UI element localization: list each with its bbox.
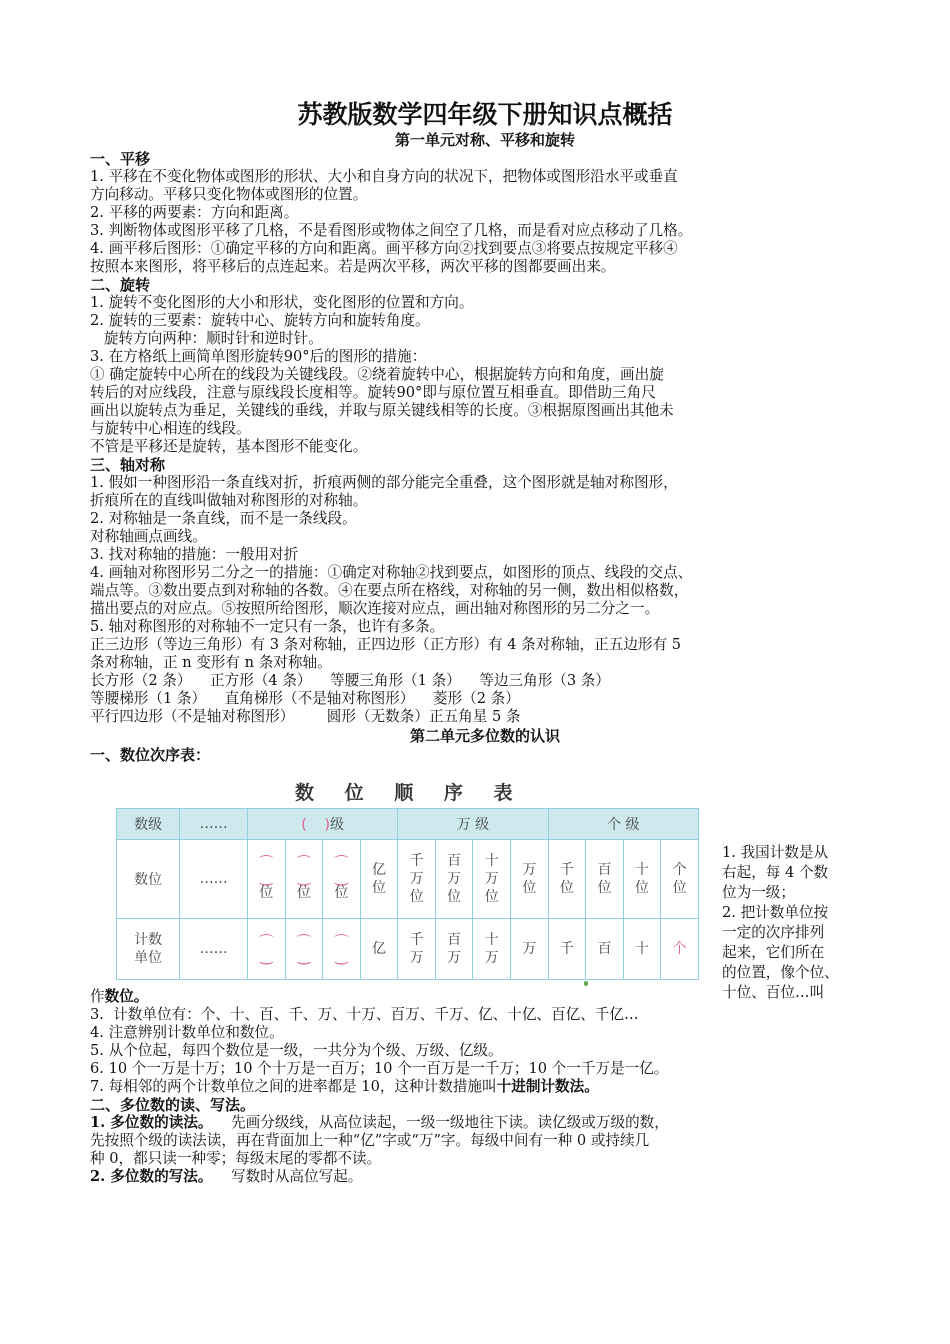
reading-rule-line: 1. 多位数的读法。 先画分级线，从高位读起，一级一级地往下读。读亿级或万级的数， <box>90 1114 669 1131</box>
section-heading-read-write: 二、多位数的读、写法。 <box>90 1096 256 1114</box>
side-note-line: 右起，每 4 个数 <box>722 864 829 881</box>
side-note-line: 位为一级； <box>722 884 795 901</box>
unit-cell: 十万 <box>473 919 511 980</box>
text-line: 与旋转中心相连的线段。 <box>90 420 251 437</box>
text-line: 3. 找对称轴的措施：一般用对折 <box>90 546 299 563</box>
place-cell: 百位 <box>586 840 624 919</box>
text-line: 端点等。③数出要点到对称轴的各数。④在要点所在格线，对称轴的另一侧，数出相似格数， <box>90 582 689 599</box>
text-line: 1. 平移在不变化物体或图形的形状、大小和自身方向的状况下，把物体或图形沿水平或垂直 <box>90 168 678 185</box>
text-line: 画出以旋转点为垂足，关键线的垂线，并取与原关键线相等的长度。③根据原图画出其他未 <box>90 402 674 419</box>
place-blank-1: ⌒ ‿ 位 <box>247 840 285 919</box>
side-note-line: 1. 我国计数是从 <box>722 844 829 861</box>
text-line: 先按照个级的读法读，再在背面加上一种“亿”字或“万”字。每级中间有一种 0 或持续几 <box>90 1132 650 1149</box>
section-heading-translation: 一、平移 <box>90 150 151 168</box>
unit-cell: 百万 <box>435 919 473 980</box>
table-row-place <box>117 840 699 919</box>
side-note-line: 2. 把计数单位按 <box>722 904 829 921</box>
table-title: 数 位 顺 序 表 <box>295 782 525 804</box>
place-cell: 十位 <box>623 840 661 919</box>
decimal-system-line: 7. 每相邻的两个计数单位之间的进率都是 10，这种计数措施叫十进制计数法。 <box>90 1078 599 1095</box>
side-note-line: 十位、百位…叫 <box>722 984 825 1001</box>
place-ellipsis: …… <box>180 840 248 919</box>
table-row-level <box>117 809 699 840</box>
text-line: 折痕所在的直线叫做轴对称图形的对称轴。 <box>90 492 368 509</box>
text-line: 按照本来图形，将平移后的点连起来。若是两次平移，两次平移的图都要画出来。 <box>90 258 616 275</box>
place-cell: 个位 <box>661 840 699 919</box>
text-line: 4. 注意辨别计数单位和数位。 <box>90 1024 284 1041</box>
unit-cell: 亿 <box>360 919 398 980</box>
symmetry-section <box>90 474 880 726</box>
text-line: 5. 从个位起，每四个数位是一级，一共分为个级、万级、亿级。 <box>90 1042 503 1059</box>
place-blank-2: ⌒ ‿ 位 <box>285 840 323 919</box>
text-line: 等腰梯形（1 条） 直角梯形（不是轴对称图形） 菱形（2 条） <box>90 690 520 707</box>
level-yi-suffix: 级 <box>330 817 344 833</box>
unit-ellipsis: …… <box>180 919 248 980</box>
unit-label: 计数 单位 <box>117 919 180 980</box>
place-cell: 千万位 <box>398 840 436 919</box>
level-wan: 万 级 <box>398 809 548 840</box>
side-note-line: 起来，它们所在 <box>722 944 825 961</box>
section-heading-rotation: 二、旋转 <box>90 276 151 294</box>
document-title: 苏教版数学四年级下册知识点概括 <box>297 100 673 129</box>
place-cell: 亿位 <box>360 840 398 919</box>
section-heading-symmetry: 三、轴对称 <box>90 456 166 474</box>
text-line: 旋转方向两种：顺时针和逆时针。 <box>90 330 323 347</box>
unit-cell-ge: 个 <box>661 919 699 980</box>
text-line: 2. 对称轴是一条直线，而不是一条线段。 <box>90 510 357 527</box>
translation-section <box>90 168 880 276</box>
unit-cell: 万 <box>511 919 549 980</box>
unit-blank-1: ⌒ ‿ <box>247 919 285 980</box>
text-line: 不管是平移还是旋转，基本图形不能变化。 <box>90 438 368 455</box>
text-line: 1. 旋转不变化图形的大小和形状，变化图形的位置和方向。 <box>90 294 474 311</box>
side-note-line: 一定的次序排列 <box>722 924 825 941</box>
text-line: 描出要点的对应点。⑤按照所给图形，顺次连接对应点，画出轴对称图形的另二分之一。 <box>90 600 660 617</box>
text-line: 3. 判断物体或图形平移了几格，不是看图形或物体之间空了几格，而是看对应点移动了几格。 <box>90 222 693 239</box>
text-line: 平行四边形（不是轴对称图形） 圆形（无数条）正五角星 5 条 <box>90 708 521 725</box>
unit-blank-2: ⌒ ‿ <box>285 919 323 980</box>
text-line: 4. 画平移后图形：①确定平移的方向和距离。画平移方向②找到要点③将要点按规定平移④ <box>90 240 678 257</box>
place-cell: 万位 <box>511 840 549 919</box>
level-label: 数级 <box>117 809 180 840</box>
text-line: 种 0，都只读一种零；每级末尾的零都不读。 <box>90 1150 382 1167</box>
text-line: 3. 在方格纸上画简单图形旋转90°后的图形的措施： <box>90 348 427 365</box>
counting-units-section <box>90 1006 880 1078</box>
text-line: 4. 画轴对称图形另二分之一的措施：①确定对称轴②找到要点，如图形的顶点、线段的交点、 <box>90 564 693 581</box>
place-cell: 百万位 <box>435 840 473 919</box>
document-page <box>90 100 880 1186</box>
place-blank-3: ⌒ ‿ 位 <box>323 840 361 919</box>
writing-rule-line: 2. 多位数的写法。 写数时从高位写起。 <box>90 1168 363 1185</box>
table-row-unit <box>117 919 699 980</box>
unit1-title: 第一单元对称、平移和旋转 <box>394 131 575 149</box>
after-table-line: 作数位。 <box>90 988 149 1005</box>
text-line: 方向移动。平移只变化物体或图形的位置。 <box>90 186 368 203</box>
unit-cell: 千 <box>548 919 586 980</box>
level-ge: 个 级 <box>548 809 698 840</box>
text-line: 对称轴画点画线。 <box>90 528 207 545</box>
place-cell: 十万位 <box>473 840 511 919</box>
level-yi: ( )级 <box>247 809 397 840</box>
rotation-section <box>90 294 880 456</box>
text-line: 6. 10 个一万是十万；10 个十万是一百万；10 个一百万是一千万；10 个一千万是一亿。 <box>90 1060 669 1077</box>
unit-blank-3: ⌒ ‿ <box>323 919 361 980</box>
text-line: 长方形（2 条） 正方形（4 条） 等腰三角形（1 条） 等边三角形（3 条） <box>90 672 610 689</box>
decorative-dot <box>584 981 588 986</box>
text-line: 转后的对应线段，注意与原线段长度相等。旋转90°即与原位置互相垂直。即借助三角尺 <box>90 384 656 401</box>
place-value-table <box>116 808 699 980</box>
text-line: 3. 计数单位有：个、十、百、千、万、十万、百万、千万、亿、十亿、百亿、千亿… <box>90 1006 639 1023</box>
text-line: 2. 旋转的三要素：旋转中心、旋转方向和旋转角度。 <box>90 312 430 329</box>
table-side-note <box>722 843 872 1003</box>
place-label: 数位 <box>117 840 180 919</box>
text-line: ① 确定旋转中心所在的线段为关键线段。②绕着旋转中心，根据旋转方向和角度，画出旋 <box>90 366 664 383</box>
unit-cell: 千万 <box>398 919 436 980</box>
text-line: 5. 轴对称图形的对称轴不一定只有一条，也许有多条。 <box>90 618 445 635</box>
unit-cell: 百 <box>586 919 624 980</box>
text-line: 2. 平移的两要素：方向和距离。 <box>90 204 299 221</box>
text-line: 正三边形（等边三角形）有 3 条对称轴，正四边形（正方形）有 4 条对称轴，正五边形有 5 <box>90 636 682 653</box>
level-ellipsis: …… <box>180 809 248 840</box>
unit-cell: 十 <box>623 919 661 980</box>
reading-rule-section <box>90 1132 880 1168</box>
place-cell: 千位 <box>548 840 586 919</box>
text-line: 1. 假如一种图形沿一条直线对折，折痕两侧的部分能完全重叠，这个图形就是轴对称图形， <box>90 474 678 491</box>
unit2-title: 第二单元多位数的认识 <box>409 727 560 745</box>
side-note-line: 的位置，像个位、 <box>722 964 839 981</box>
text-line: 条对称轴，正 n 变形有 n 条对称轴。 <box>90 654 332 671</box>
section-heading-place-table: 一、数位次序表： <box>90 746 211 764</box>
